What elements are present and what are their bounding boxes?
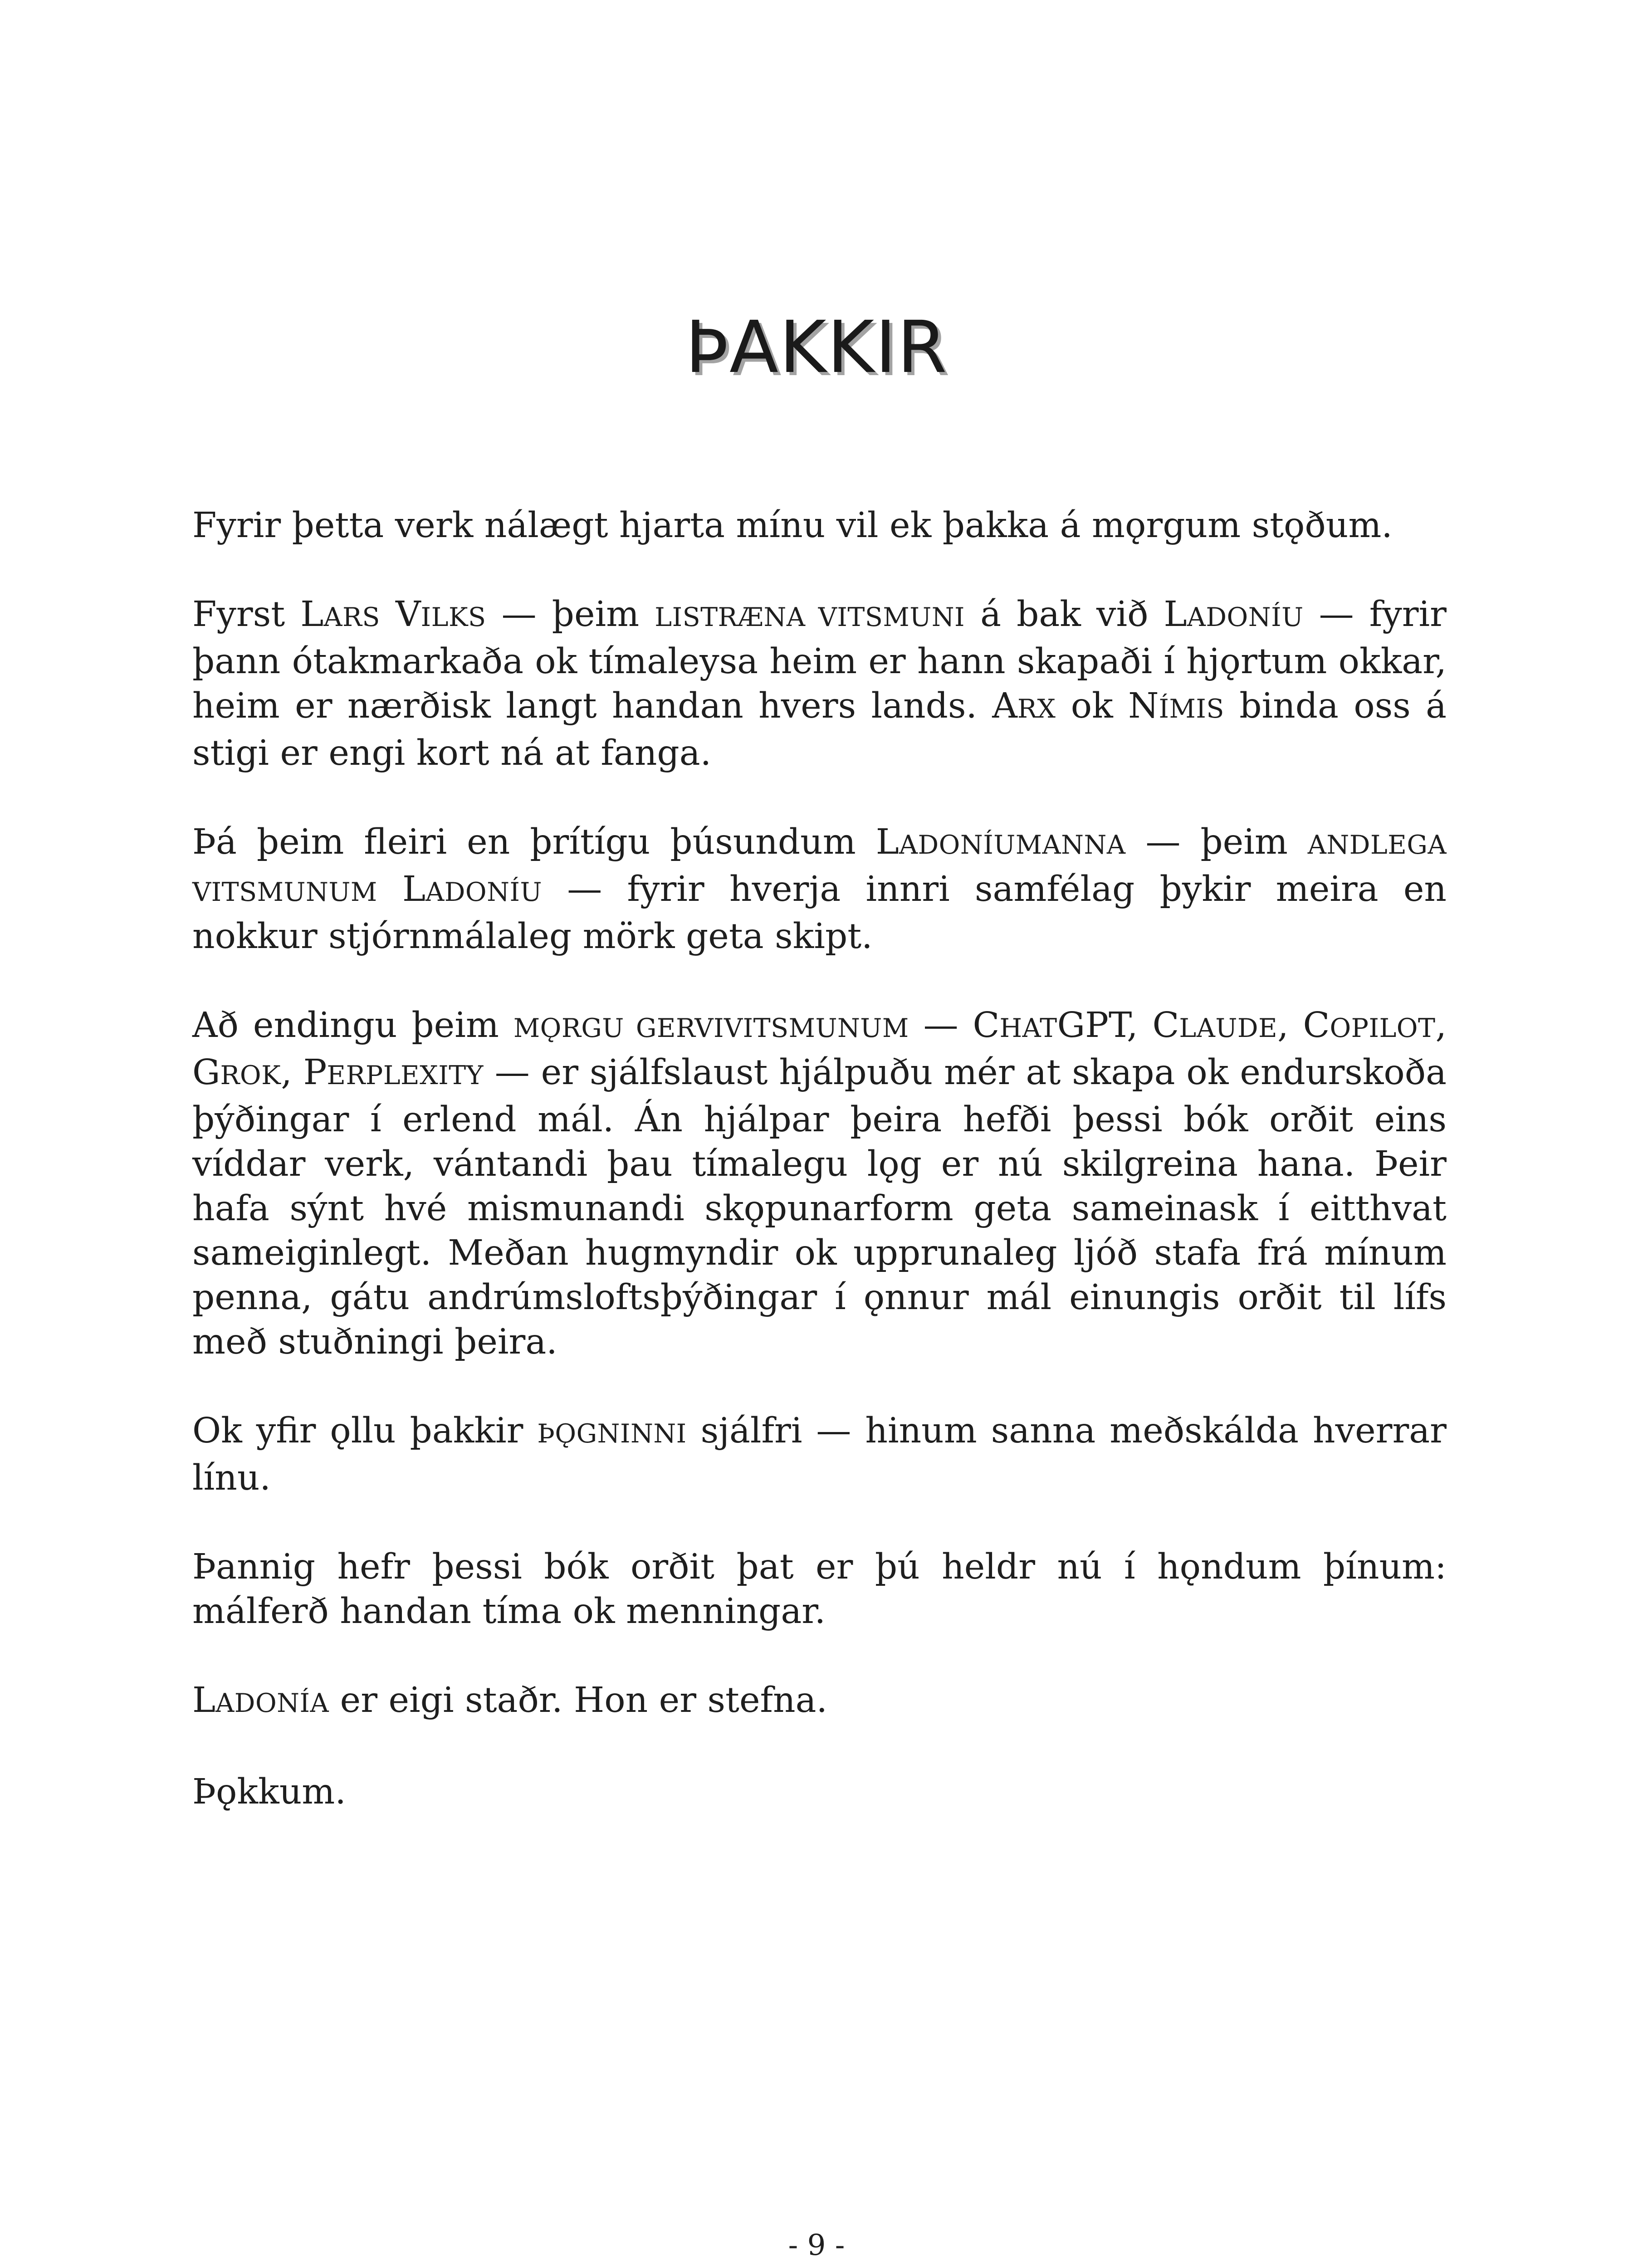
small-caps-run: ILKS <box>420 602 486 632</box>
text-run: — þeim <box>486 594 655 635</box>
text-run: GPT, C <box>1057 1005 1179 1046</box>
small-caps-run: LISTRÆNA VITSMUNI <box>655 602 965 632</box>
small-caps-run: ARS <box>323 602 380 632</box>
page-number: - 9 - <box>788 2229 845 2262</box>
text-run: Fyrst L <box>192 594 324 635</box>
text-run: Þá þeim fleiri en þrítígu þúsundum L <box>192 822 899 862</box>
small-caps-run: ADONÍU <box>425 877 542 907</box>
paragraph-silence <box>192 1409 1447 1501</box>
text-run: , P <box>281 1052 327 1093</box>
paragraph-closing: Þǫkkum. <box>192 1772 346 1812</box>
text-run: — C <box>909 1005 1000 1046</box>
small-caps-run: OPILOT <box>1330 1013 1436 1043</box>
text-run: V <box>380 594 421 635</box>
text-run: — fyrir þann ótakmarkaða ok tímaleysa heim er hann skapaði í hjǫrtum okkar, heim er nærðisk langt handan hvers lands. A <box>192 594 1447 726</box>
text-run: L <box>192 1680 216 1721</box>
paragraph-ladonians <box>192 820 1447 959</box>
text-run: Ok yfir ǫllu þakkir <box>192 1411 538 1451</box>
small-caps-run: ERPLEXITY <box>327 1061 484 1090</box>
text-run: sjálfri — hinum sanna meðskálda hverrar línu. <box>192 1411 1447 1498</box>
text-run: binda oss á stigi er engi kort ná at fanga. <box>192 686 1447 773</box>
small-caps-run: ADONÍU <box>1187 602 1304 632</box>
paragraph-book-journey: Þannig hefr þessi bók orðit þat er þú heldr nú í hǫndum þínum: málferð handan tíma ok menningar. <box>192 1547 1447 1632</box>
body-text <box>192 503 1447 1859</box>
small-caps-run: ANDLEGA VITSMUNUM <box>192 830 1447 907</box>
text-run: — fyrir hverja innri samfélag þykir meira en nokkur stjórnmálaleg mörk geta skipt. <box>192 869 1447 957</box>
paragraph-ladonia-direction <box>192 1678 1447 1725</box>
text-run: L <box>377 869 426 909</box>
text-run: á bak við L <box>965 594 1187 635</box>
small-caps-run: RX <box>1017 694 1056 724</box>
small-caps-run: ÞǪGNINNI <box>537 1419 687 1449</box>
small-caps-run: ADONÍUMANNA <box>899 830 1126 860</box>
text-run: , G <box>192 1005 1447 1093</box>
paragraph-lars-vilks <box>192 592 1447 776</box>
small-caps-run: HAT <box>999 1013 1057 1043</box>
text-run: — þeim <box>1125 822 1308 862</box>
text-run: , C <box>1277 1005 1330 1046</box>
small-caps-run: LAUDE <box>1179 1013 1278 1043</box>
small-caps-run: ADONÍA <box>215 1688 329 1718</box>
paragraph-ai-models <box>192 1003 1447 1364</box>
text-run: Að endingu þeim <box>192 1005 513 1046</box>
small-caps-run: MǪRGU GERVIVITSMUNUM <box>513 1013 909 1043</box>
text-run: ok N <box>1056 686 1159 726</box>
text-run: er eigi staðr. Hon er stefna. <box>329 1680 828 1721</box>
text-run: — er sjálfslaust hjálpuðu mér at skapa ok endurskoða þýðingar í erlend mál. Án hjálpar þeira hefði þessi bók orðit eins víddar verk, vántandi þau tímalegu lǫg er nú skilgreina hana. Þeir hafa sýnt hvé mismunandi skǫpunarform geta sameinask í eitthvat sameiginlegt. Meðan hugmyndir ok upprunaleg ljóð stafa frá mínum penna, gátu andrúmsloftsþýðingar í ǫnnur mál einungis orðit til lífs með stuðningi þeira. <box>192 1052 1447 1362</box>
paragraph-intro: Fyrir þetta verk nálægt hjarta mínu vil ek þakka á mǫrgum stǫðum. <box>192 505 1393 546</box>
page-title: ÞAKKIR <box>685 305 948 389</box>
small-caps-run: ÍMIS <box>1159 694 1224 724</box>
small-caps-run: ROK <box>220 1061 281 1090</box>
